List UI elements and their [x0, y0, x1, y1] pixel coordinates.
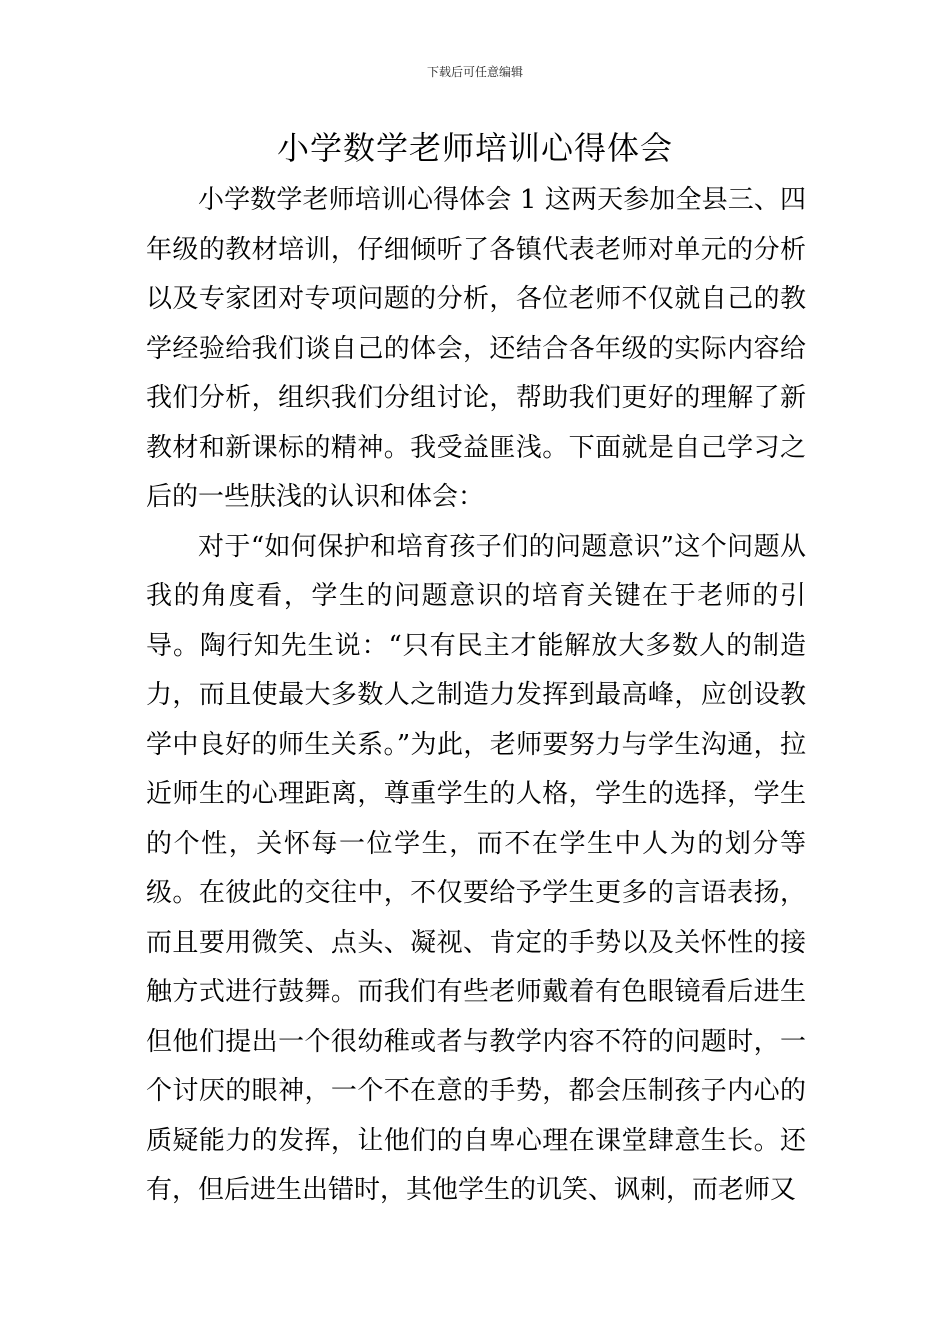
paragraph-2: 对于“如何保护和培育孩子们的问题意识”这个问题从我的角度看，学生的问题意识的培育关键在于老师的引导。陶行知先生说：“只有民主才能解放大多数人的制造力，而且使最大多数人之制造力发挥到最高峰，应创设教学中良好的师生关系。”为此，老师要努力与学生沟通，拉近师生的心理距离，尊重学生的人格，学生的选择，学生的个性，关怀每一位学生，而不在学生中人为的划分等级。在彼此的交往中，不仅要给予学生更多的言语表扬，而且要用微笑、点头、凝视、肯定的手势以及关怀性的接触方式进行鼓舞。而我们有些老师戴着有色眼镜看后进生但他们提出一个很幼稚或者与教学内容不符的问题时，一个讨厌的眼神，一个不在意的手势，都会压制孩子内心的质疑能力的发挥，让他们的自卑心理在课堂肆意生长。还有，但后进生出错时，其他学生的讥笑、讽刺，而老师又	[146, 531, 806, 1205]
paragraph-1: 小学数学老师培训心得体会 1 这两天参加全县三、四年级的教材培训，仔细倾听了各镇代表老师对单元的分析以及专家团对专项问题的分析，各位老师不仅就自己的教学经验给我们谈自己的体会，还结合各年级的实际内容给我们分析，组织我们分组讨论，帮助我们更好的理解了新教材和新课标的精神。我受益匪浅。下面就是自己学习之后的一些肤浅的认识和体会：	[146, 185, 806, 512]
document-body	[146, 176, 806, 1216]
header-note: 下载后可任意编辑	[426, 65, 523, 79]
document-title: 小学数学老师培训心得体会	[276, 129, 673, 167]
